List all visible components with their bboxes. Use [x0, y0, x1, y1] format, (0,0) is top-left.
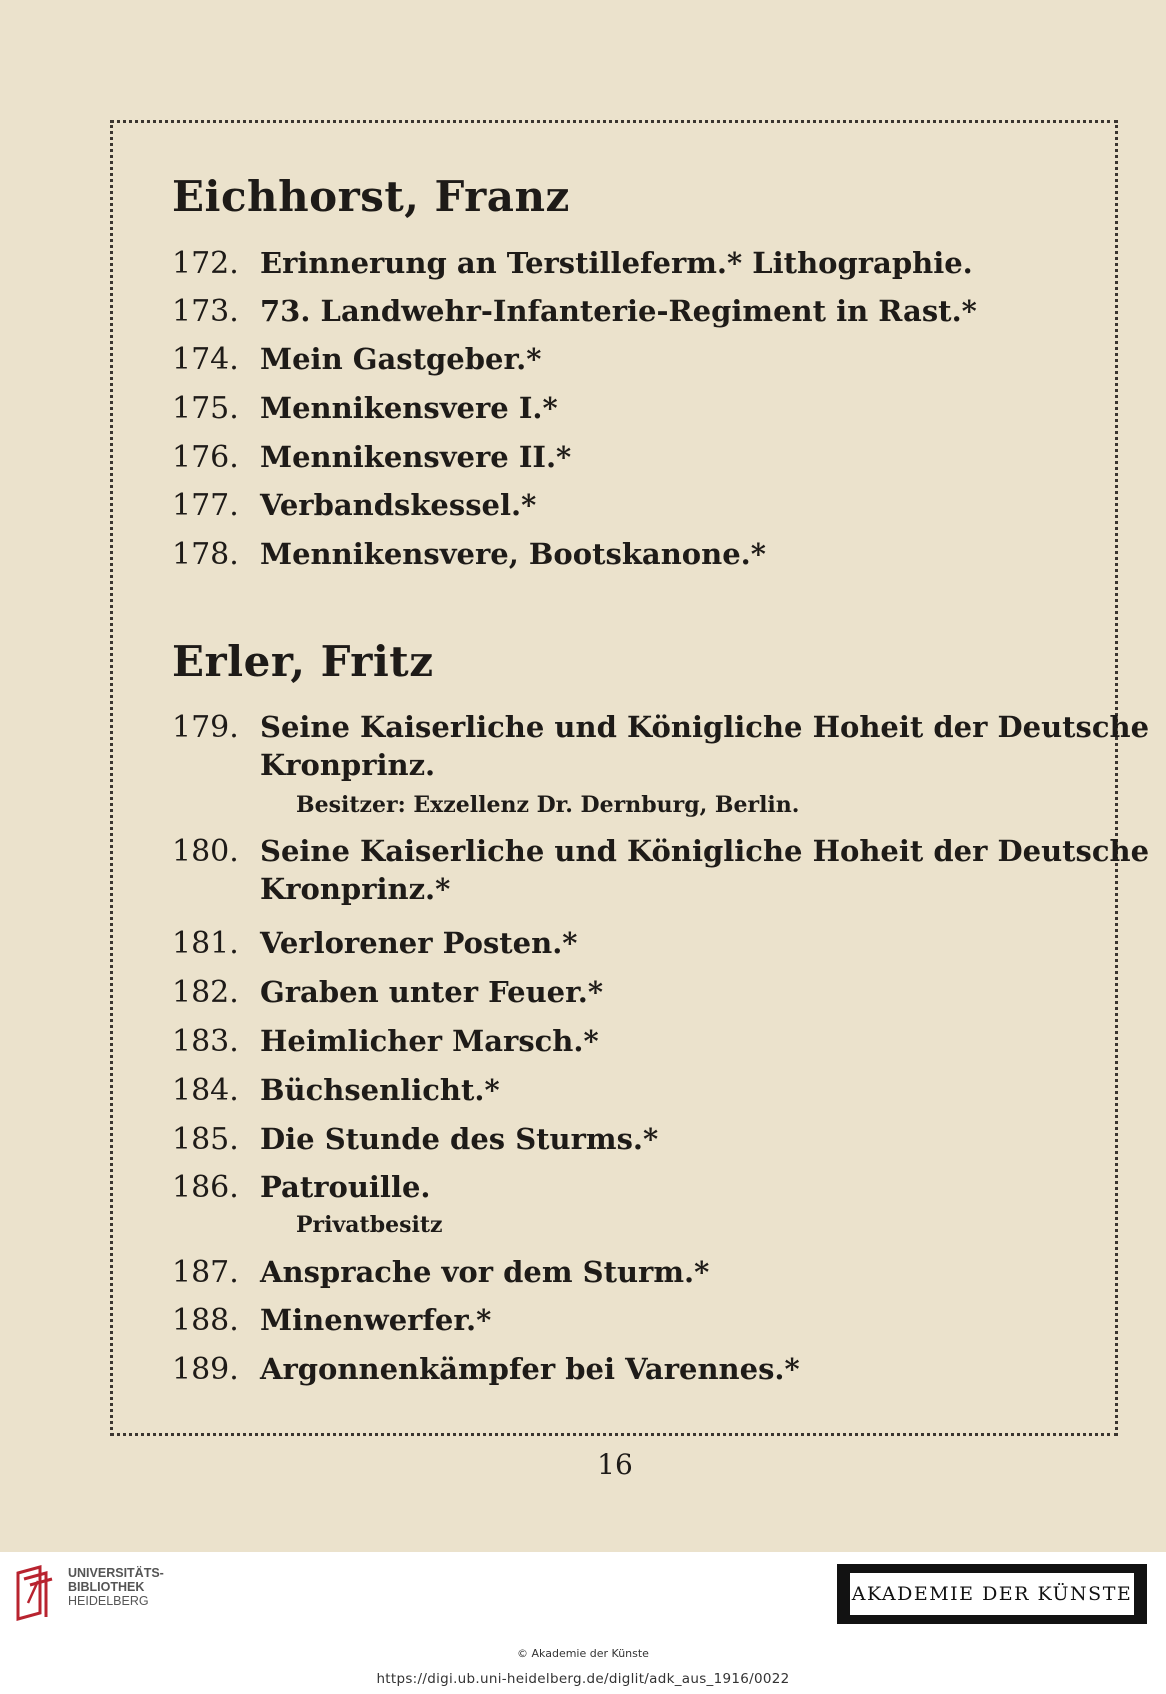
entry-title-continued: Kronprinz.*: [260, 872, 451, 906]
entry-title: Graben unter Feuer.*: [260, 975, 604, 1009]
entry-number: 181.: [172, 926, 239, 961]
entry-title: Heimlicher Marsch.*: [260, 1024, 599, 1058]
entry-owner-note: Besitzer: Exzellenz Dr. Dernburg, Berlin.: [296, 792, 800, 818]
entry-title: Die Stunde des Sturms.*: [260, 1122, 659, 1156]
artist-heading: Erler, Fritz: [172, 637, 434, 686]
entry-number: 185.: [172, 1122, 239, 1157]
entry-title: Mennikensvere II.*: [260, 440, 572, 474]
entry-number: 172.: [172, 246, 239, 281]
university-library-logo-icon[interactable]: [14, 1563, 62, 1621]
entry-number: 186.: [172, 1170, 239, 1205]
entry-title: Büchsenlicht.*: [260, 1073, 500, 1107]
entry-title: Verbandskessel.*: [260, 488, 537, 522]
entry-number: 174.: [172, 342, 239, 377]
entry-number: 180.: [172, 834, 239, 869]
artist-heading: Eichhorst, Franz: [172, 172, 570, 221]
partner-logo-text: AKADEMIE DER KÜNSTE: [850, 1573, 1134, 1615]
entry-number: 177.: [172, 488, 239, 523]
entry-title-continued: Kronprinz.: [260, 748, 436, 782]
entry-number: 179.: [172, 710, 239, 745]
entry-title: Minenwerfer.*: [260, 1303, 492, 1337]
entry-title: Verlorener Posten.*: [260, 926, 578, 960]
entry-title: Mein Gastgeber.*: [260, 342, 542, 376]
akademie-der-kuenste-logo[interactable]: [837, 1564, 1147, 1624]
entry-number: 187.: [172, 1255, 239, 1290]
entry-title: Mennikensvere, Bootskanone.*: [260, 537, 766, 571]
entry-owner-note: Privatbesitz: [296, 1212, 443, 1238]
library-name-line: HEIDELBERG: [68, 1594, 149, 1608]
library-name-line: UNIVERSITÄTS-: [68, 1566, 164, 1580]
entry-title: Seine Kaiserliche und Königliche Hoheit der Deutsche: [260, 834, 1150, 868]
entry-title: Ansprache vor dem Sturm.*: [260, 1255, 710, 1289]
entry-number: 184.: [172, 1073, 239, 1108]
page-number: 16: [597, 1448, 633, 1481]
university-library-name[interactable]: [68, 1566, 164, 1608]
entry-title: Argonnenkämpfer bei Varennes.*: [260, 1352, 800, 1386]
entry-number: 178.: [172, 537, 239, 572]
permalink-url[interactable]: https://digi.ub.uni-heidelberg.de/diglit/adk_aus_1916/0022: [376, 1671, 790, 1687]
entry-title: Erinnerung an Terstilleferm.* Lithographie.: [260, 246, 973, 280]
entry-number: 188.: [172, 1303, 239, 1338]
entry-number: 176.: [172, 440, 239, 475]
entry-title: Mennikensvere I.*: [260, 391, 558, 425]
entry-number: 182.: [172, 975, 239, 1010]
copyright-notice: © Akademie der Künste: [517, 1647, 649, 1660]
entry-number: 189.: [172, 1352, 239, 1387]
entry-number: 173.: [172, 294, 239, 329]
entry-number: 183.: [172, 1024, 239, 1059]
library-name-line: BIBLIOTHEK: [68, 1580, 145, 1594]
entry-title: Patrouille.: [260, 1170, 431, 1204]
entry-number: 175.: [172, 391, 239, 426]
entry-title: Seine Kaiserliche und Königliche Hoheit der Deutsche: [260, 710, 1150, 744]
entry-title: 73. Landwehr-Infanterie-Regiment in Rast.*: [260, 294, 977, 328]
